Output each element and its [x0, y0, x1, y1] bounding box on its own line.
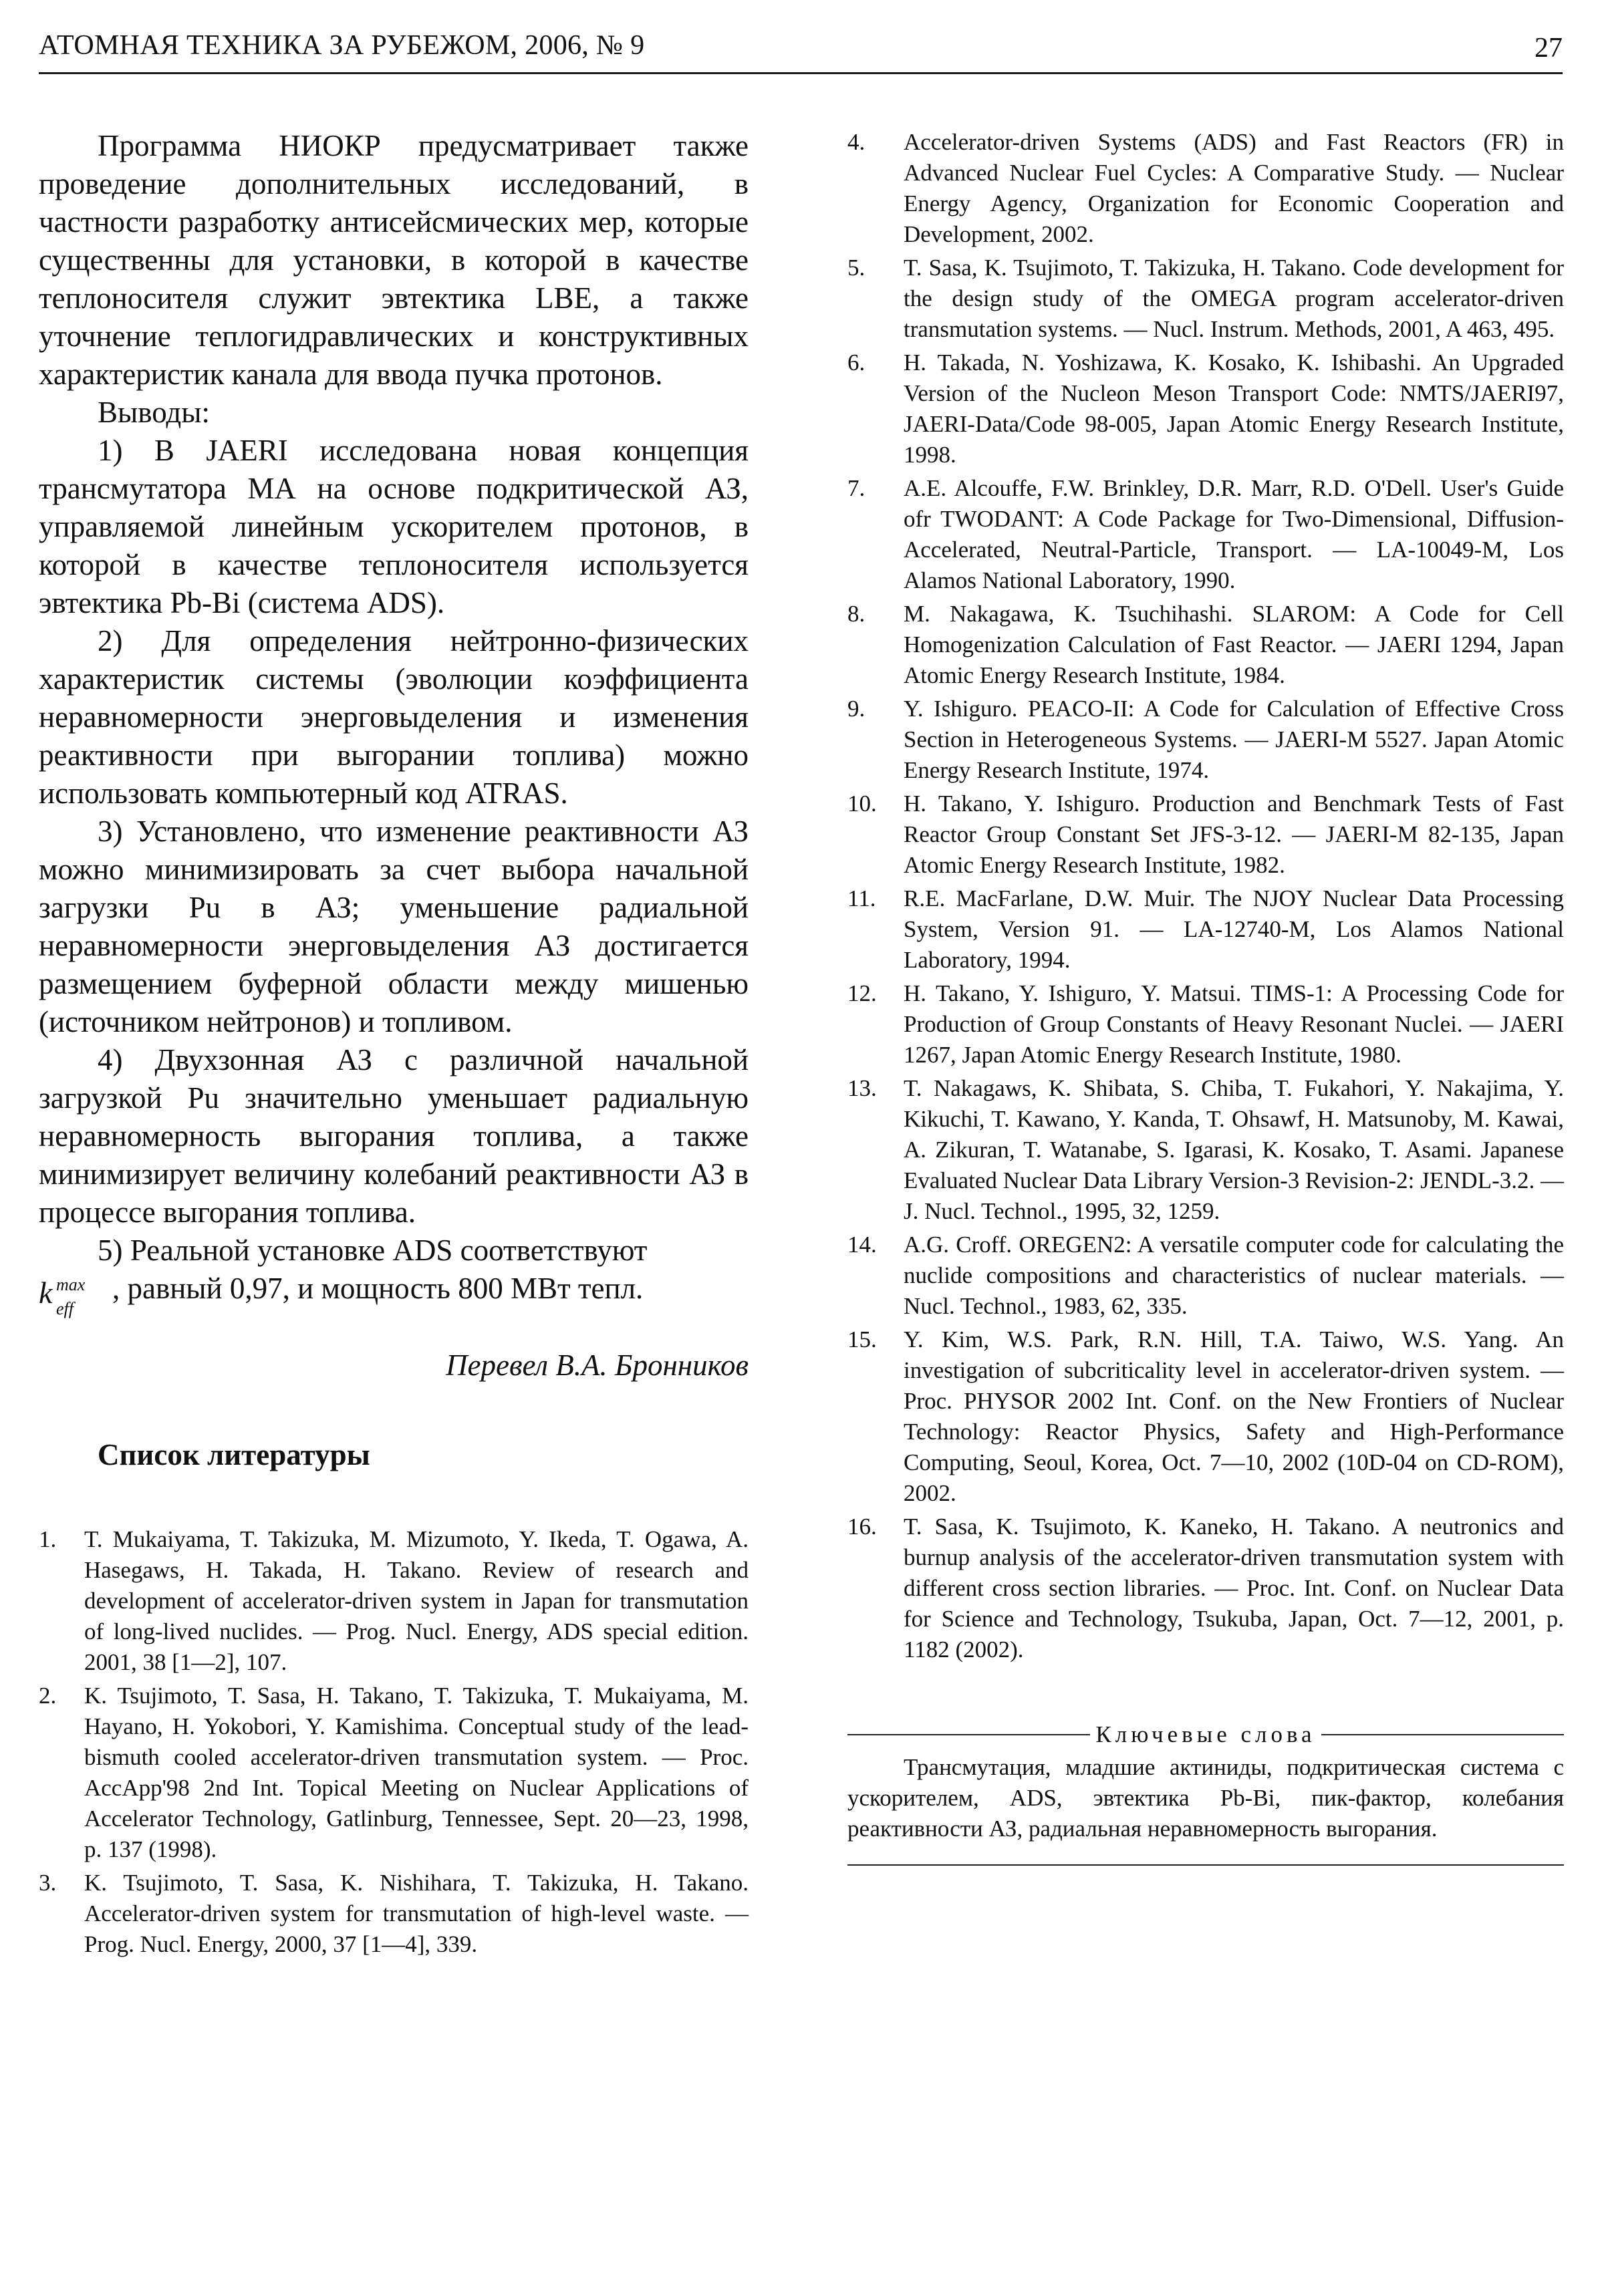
conclusion-4: 4) Двухзонная АЗ с различной начальной загрузкой Pu значительно уменьшает радиальную неравномерность выгорания топлива, а также минимизирует величину колебаний реактивности АЗ в процессе выгорания топлива.: [39, 1043, 749, 1229]
reference-number: 15.: [847, 1326, 877, 1352]
conclusion-2: 2) Для определения нейтронно-физических характеристик системы (эволюции коэффициента неравномерности энерговыделения и изменения реактивности при выгорании топлива) можно использовать компьютерный код ATRAS.: [39, 624, 749, 810]
reference-item: [847, 473, 1564, 596]
reference-number: 5.: [847, 255, 865, 281]
conclusion-3: 3) Установлено, что изменение реактивности АЗ можно минимизировать за счет выбора начальной загрузки Pu в АЗ; уменьшение радиальной неравномерности энерговыделения АЗ достигается размещением буферной области между мишенью (источником нейтронов) и топливом.: [39, 815, 749, 1038]
reference-list-left: [39, 1524, 749, 1960]
references-heading: Список литературы: [98, 1438, 370, 1471]
reference-text: H. Takada, N. Yoshizawa, K. Kosako, K. Ishibashi. An Upgraded Version of the Nucleon Meson Transport Code: NMTS/JAERI97, JAERI-Data/Code 98-005, Japan Atomic Energy Research Institute, 1998.: [904, 349, 1564, 468]
reference-item: [847, 788, 1564, 881]
keywords-rule-right: [1321, 1734, 1564, 1735]
reference-number: 1.: [39, 1526, 57, 1552]
left-column: [39, 127, 749, 1963]
reference-text: R.E. MacFarlane, D.W. Muir. The NJOY Nuclear Data Processing System, Version 91. — LA-12740-M, Los Alamos National Laboratory, 1994.: [904, 885, 1564, 973]
right-column: [847, 127, 1564, 1866]
intro-paragraph: Программа НИОКР предусматривает также проведение дополнительных исследований, в частности разработку антисейсмических мер, которые существенны для установки, в которой в качестве теплоносителя служит эвтектика LBE, а также уточнение теплогидравлических и конструктивных характеристик канала для ввода пучка протонов.: [39, 129, 749, 391]
reference-number: 7.: [847, 475, 865, 501]
conclusion-5-start: 5) Реальной установке ADS соответствуют: [98, 1234, 648, 1267]
reference-item: [39, 1681, 749, 1865]
reference-number: 8.: [847, 601, 865, 627]
reference-text: A.G. Croff. OREGEN2: A versatile computer code for calculating the nuclide compositions and characteristics of nuclear materials. — Nucl. Technol., 1983, 62, 335.: [904, 1232, 1564, 1319]
keywords-title: Ключевые слова: [1095, 1721, 1316, 1747]
conclusion-5-end: , равный 0,97, и мощность 800 МВт тепл.: [112, 1272, 644, 1305]
reference-text: H. Takano, Y. Ishiguro, Y. Matsui. TIMS-1: A Processing Code for Production of Group Constants of Heavy Resonant Nuclei. — JAERI 1267, Japan Atomic Energy Research Institute, 1980.: [904, 980, 1564, 1068]
reference-number: 4.: [847, 129, 865, 155]
reference-item: [39, 1524, 749, 1678]
reference-number: 16.: [847, 1514, 877, 1540]
reference-number: 3.: [39, 1870, 57, 1896]
reference-text: Y. Ishiguro. PEACO-II: A Code for Calculation of Effective Cross Section in Heterogeneous Systems. — JAERI-M 5527. Japan Atomic Energy Research Institute, 1974.: [904, 696, 1564, 783]
reference-item: [847, 1230, 1564, 1322]
reference-text: T. Sasa, K. Tsujimoto, K. Kaneko, H. Takano. A neutronics and burnup analysis of the accelerator-driven transmutation system with different cross section libraries. — Proc. Int. Conf. on Nuclear Data for Science and Technology, Tsukuba, Japan, Oct. 7—12, 2001, p. 1182 (2002).: [904, 1514, 1564, 1663]
reference-text: K. Tsujimoto, T. Sasa, H. Takano, T. Takizuka, T. Mukaiyama, M. Hayano, H. Yokobori, Y. Kamishima. Conceptual study of the lead-bismuth cooled accelerator-driven transmutation system. — Proc. AccApp'98 2nd Int. Topical Meeting on Nuclear Applications of Accelerator Technology, Gatlinburg, Tennessee, Sept. 20—23, 1998, p. 137 (1998).: [84, 1683, 749, 1862]
reference-text: A.E. Alcouffe, F.W. Brinkley, D.R. Marr, R.D. O'Dell. User's Guide ofr TWODANT: A Code Package for Two-Dimensional, Diffusion-Accelerated, Neutral-Particle, Transport. — LA-10049-M, Los Alamos National Laboratory, 1990.: [904, 475, 1564, 593]
reference-text: T. Mukaiyama, T. Takizuka, M. Mizumoto, Y. Ikeda, T. Ogawa, A. Hasegaws, H. Takada, H. Takano. Review of research and development of accelerator-driven system in Japan for transmutation of long-lived nuclides. — Prog. Nucl. Energy, ADS special edition. 2001, 38 [1—2], 107.: [84, 1526, 749, 1675]
reference-list-right: [847, 127, 1564, 1665]
reference-number: 9.: [847, 696, 865, 722]
keywords-text: Трансмутация, младшие актиниды, подкритическая система с ускорителем, ADS, эвтектика Pb-Bi, пик-фактор, колебания реактивности АЗ, радиальная неравномерность выгорания.: [847, 1754, 1564, 1842]
page-header: [39, 27, 1563, 74]
page-number: 27: [1534, 33, 1563, 63]
reference-number: 2.: [39, 1683, 57, 1709]
reference-item: [847, 1073, 1564, 1227]
reference-item: [847, 694, 1564, 786]
keywords-bottom-rule: [847, 1864, 1564, 1866]
reference-item: [39, 1868, 749, 1960]
keywords-box: [847, 1721, 1564, 1866]
reference-item: [847, 127, 1564, 250]
conclusion-5: [39, 1232, 749, 1318]
reference-item: [847, 347, 1564, 470]
reference-item: [847, 599, 1564, 691]
reference-number: 12.: [847, 980, 877, 1006]
running-title: АТОМНАЯ ТЕХНИКА ЗА РУБЕЖОМ, 2006, № 9: [39, 30, 645, 61]
reference-text: H. Takano, Y. Ishiguro. Production and Benchmark Tests of Fast Reactor Group Constant Set JFS-3-12. — JAERI-M 82-135, Japan Atomic Energy Research Institute, 1982.: [904, 791, 1564, 878]
keywords-rule-left: [847, 1734, 1090, 1735]
reference-number: 14.: [847, 1232, 877, 1258]
k-eff-max-symbol: k max eff: [39, 1275, 86, 1318]
reference-text: K. Tsujimoto, T. Sasa, K. Nishihara, T. Takizuka, H. Takano. Accelerator-driven system for transmutation of high-level waste. — Prog. Nucl. Energy, 2000, 37 [1—4], 339.: [84, 1870, 749, 1957]
keywords-title-row: [847, 1721, 1564, 1748]
reference-text: M. Nakagawa, K. Tsuchihashi. SLAROM: A Code for Cell Homogenization Calculation of Fast Reactor. — JAERI 1294, Japan Atomic Energy Research Institute, 1984.: [904, 601, 1564, 688]
reference-item: [847, 253, 1564, 345]
conclusion-1: 1) В JAERI исследована новая концепция трансмутатора МА на основе подкритической АЗ, управляемой линейным ускорителем протонов, в которой в качестве теплоносителя используется эвтектика Pb-Bi (система ADS).: [39, 434, 749, 619]
reference-item: [847, 1512, 1564, 1665]
conclusions-heading: Выводы:: [98, 396, 211, 429]
reference-number: 10.: [847, 791, 877, 817]
reference-item: [847, 883, 1564, 976]
reference-text: T. Nakagaws, K. Shibata, S. Chiba, T. Fukahori, Y. Nakajima, Y. Kikuchi, T. Kawano, Y. Kanda, T. Ohsawf, H. Matsunoby, M. Kawai, A. Zikuran, T. Watanabe, S. Igarasi, K. Kosako, T. Asami. Japanese Evaluated Nuclear Data Library Version-3 Revision-2: JENDL-3.2. — J. Nucl. Technol., 1995, 32, 1259.: [904, 1075, 1564, 1224]
reference-item: [847, 978, 1564, 1070]
reference-number: 11.: [847, 885, 876, 911]
reference-item: [847, 1324, 1564, 1509]
reference-number: 13.: [847, 1075, 877, 1101]
reference-text: T. Sasa, K. Tsujimoto, T. Takizuka, H. Takano. Code development for the design study of the OMEGA program accelerator-driven transmutation systems. — Nucl. Instrum. Methods, 2001, A 463, 495.: [904, 255, 1564, 342]
translator-credit: Перевел В.А. Бронников: [446, 1348, 749, 1382]
reference-text: Accelerator-driven Systems (ADS) and Fast Reactors (FR) in Advanced Nuclear Fuel Cycles: A Comparative Study. — Nuclear Energy Agency, Organization for Economic Cooperation and Development, 2002.: [904, 129, 1564, 247]
reference-number: 6.: [847, 349, 865, 376]
body-text: [39, 127, 749, 1318]
reference-text: Y. Kim, W.S. Park, R.N. Hill, T.A. Taiwo, W.S. Yang. An investigation of subcriticality level in accelerator-driven system. — Proc. PHYSOR 2002 Int. Conf. on the New Frontiers of Nuclear Technology: Reactor Physics, Safety and High-Performance Computing, Seoul, Korea, Oct. 7—10, 2002 (10D-04 on CD-ROM), 2002.: [904, 1326, 1564, 1506]
